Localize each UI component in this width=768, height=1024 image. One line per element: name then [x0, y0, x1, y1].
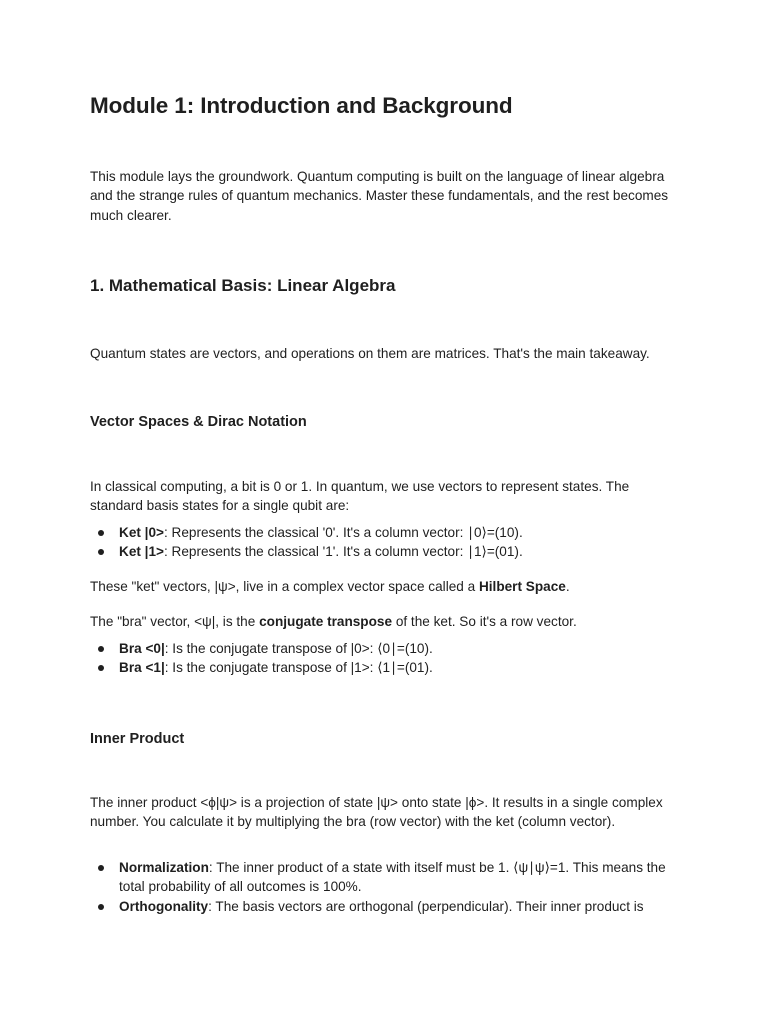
section-heading-linear-algebra: 1. Mathematical Basis: Linear Algebra [90, 276, 396, 295]
list-item [90, 523, 690, 542]
list-item-term: Normalization [119, 860, 209, 875]
list-item-text: : Is the conjugate transpose of |1>: ⟨1∣=(01). [164, 660, 433, 676]
hilbert-text-post: . [565, 579, 570, 594]
list-item-text: : Represents the classical '1'. It's a column vector: ∣1⟩=(01). [163, 544, 523, 560]
bullet-icon [98, 530, 104, 536]
bullet-icon [98, 865, 104, 871]
bullet-icon [98, 904, 104, 910]
page-title: Module 1: Introduction and Background [90, 93, 513, 118]
bra-list [90, 639, 690, 678]
vector-spaces-paragraph: In classical computing, a bit is 0 or 1. In quantum, we use vectors to represent states. The standard basis states for a single qubit are: [90, 479, 630, 514]
list-item [90, 639, 690, 658]
list-item-text: : Is the conjugate transpose of |0>: ⟨0∣=(10). [164, 641, 433, 656]
list-item [90, 858, 690, 897]
inner-product-paragraph: The inner product <ϕ|ψ> is a projection of state |ψ> onto state |ϕ>. It results in a single complex number. You calculate it by multiplying the bra (row vector) with the ket (column vector). [90, 795, 663, 830]
inner-product-list [90, 858, 690, 916]
bra-term: conjugate transpose [259, 614, 393, 629]
list-item-term: Ket |1> [119, 544, 164, 560]
list-item-term: Bra <1| [119, 660, 165, 676]
ket-list [90, 523, 690, 562]
list-item-term: Bra <0| [119, 641, 165, 656]
list-item [90, 542, 690, 561]
section-lead-paragraph: Quantum states are vectors, and operations on them are matrices. That's the main takeaway. [90, 346, 650, 361]
bra-text-pre: The "bra" vector, <ψ|, is the [90, 614, 260, 629]
bullet-icon [98, 646, 104, 652]
list-item-text: : The inner product of a state with itself must be 1. ⟨ψ∣ψ⟩=1. This means the total probability of all outcomes is 100%. [119, 860, 666, 895]
bullet-icon [98, 665, 104, 671]
subheading-inner-product: Inner Product [90, 731, 185, 747]
bra-text-post: of the ket. So it's a row vector. [392, 614, 577, 629]
bullet-icon [98, 549, 104, 555]
subheading-vector-spaces: Vector Spaces & Dirac Notation [90, 414, 307, 430]
list-item [90, 658, 690, 677]
bra-paragraph [90, 612, 680, 631]
list-item-text: : Represents the classical '0'. It's a column vector: ∣0⟩=(10). [163, 525, 523, 540]
list-item-term: Ket |0> [119, 525, 164, 540]
hilbert-text-pre: These "ket" vectors, |ψ>, live in a complex vector space called a [90, 579, 479, 594]
intro-paragraph: This module lays the groundwork. Quantum computing is built on the language of linear algebra and the strange rules of quantum mechanics. Master these fundamentals, and the rest becomes much clearer. [90, 169, 669, 223]
hilbert-term: Hilbert Space [478, 579, 566, 594]
list-item-text: : The basis vectors are orthogonal (perpendicular). Their inner product is [208, 898, 644, 914]
list-item [90, 897, 690, 916]
hilbert-space-paragraph [90, 577, 680, 596]
list-item-term: Orthogonality [119, 898, 209, 914]
